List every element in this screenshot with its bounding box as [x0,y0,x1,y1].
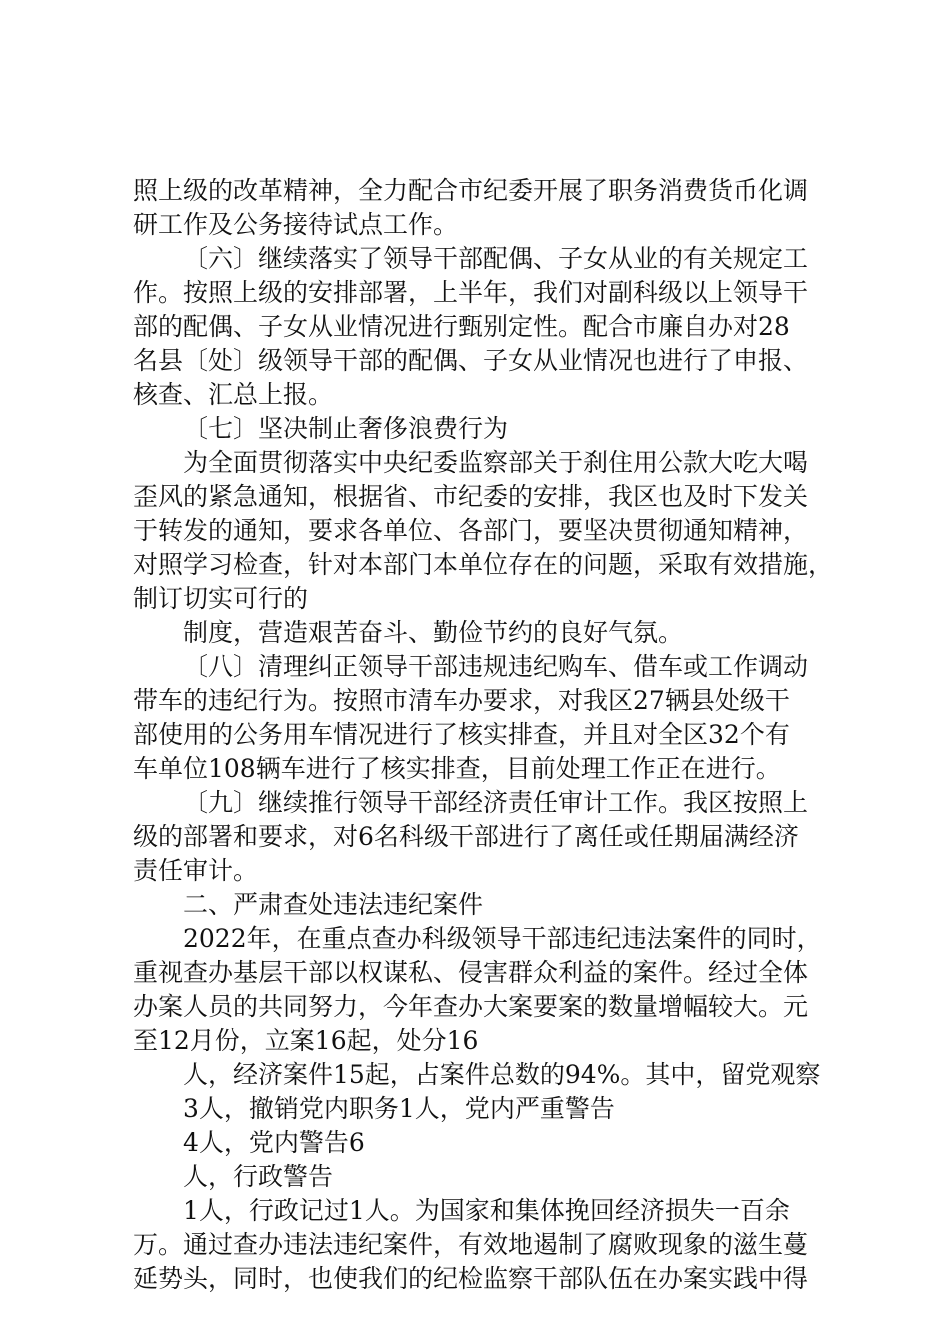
text-line: 〔八〕清理纠正领导干部违规违纪购车、借车或工作调动 [183,652,809,681]
text-line: 部使用的公务用车情况进行了核实排查，并且对全区32个有 [133,720,790,749]
text-line: 〔九〕继续推行领导干部经济责任审计工作。我区按照上 [183,788,809,817]
text-line: 核查、汇总上报。 [133,380,334,409]
text-line: 至12月份，立案16起，处分16 [133,1026,479,1055]
text-line: 〔六〕继续落实了领导干部配偶、子女从业的有关规定工 [183,244,809,273]
text-line: 名县〔处〕级领导干部的配偶、子女从业情况也进行了申报、 [133,346,809,375]
text-line: 延势头，同时，也使我们的纪检监察干部队伍在办案实践中得 [133,1264,809,1293]
text-line: 部的配偶、子女从业情况进行甄别定性。配合市廉自办对28 [133,312,790,341]
text-line: 照上级的改革精神，全力配合市纪委开展了职务消费货币化调 [133,176,809,205]
text-line: 1人，行政记过1人。为国家和集体挽回经济损失一百余 [183,1196,790,1225]
text-line: 重视查办基层干部以权谋私、侵害群众利益的案件。经过全体 [133,958,809,987]
text-line: 制度，营造艰苦奋斗、勤俭节约的良好气氛。 [183,618,684,647]
text-line: 2022年，在重点查办科级领导干部违纪违法案件的同时， [183,924,822,953]
text-line: 万。通过查办违法违纪案件，有效地遏制了腐败现象的滋生蔓 [133,1230,809,1259]
text-line: 人，经济案件15起，占案件总数的94%。其中，留党观察 [183,1060,821,1089]
text-line: 〔七〕坚决制止奢侈浪费行为 [183,414,509,443]
text-line: 车单位108辆车进行了核实排查，目前处理工作正在进行。 [133,754,781,783]
text-line: 为全面贯彻落实中央纪委监察部关于刹住用公款大吃大喝 [183,448,809,477]
text-line: 歪风的紧急通知，根据省、市纪委的安排，我区也及时下发关 [133,482,809,511]
section-heading: 二、严肃查处违法违纪案件 [183,890,484,919]
text-line: 制订切实可行的 [133,584,309,613]
text-line: 4人，党内警告6 [183,1128,365,1157]
text-line: 作。按照上级的安排部署，上半年，我们对副科级以上领导干 [133,278,809,307]
text-line: 人，行政警告 [183,1162,334,1191]
text-line: 责任审计。 [133,856,259,885]
text-line: 对照学习检查，针对本部门本单位存在的问题，采取有效措施， [133,550,834,579]
text-line: 于转发的通知，要求各单位、各部门，要坚决贯彻通知精神， [133,516,809,545]
text-line: 研工作及公务接待试点工作。 [133,210,459,239]
text-line: 级的部署和要求，对6名科级干部进行了离任或任期届满经济 [133,822,799,851]
text-line: 3人，撤销党内职务1人，党内严重警告 [183,1094,615,1123]
text-line: 办案人员的共同努力，今年查办大案要案的数量增幅较大。元 [133,992,809,1021]
text-line: 带车的违纪行为。按照市清车办要求，对我区27辆县处级干 [133,686,790,715]
